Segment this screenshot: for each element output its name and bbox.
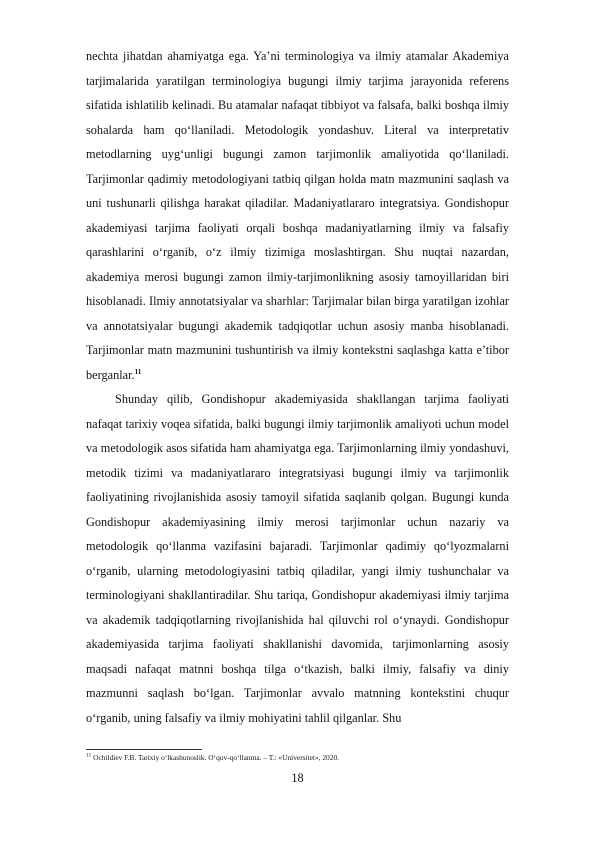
body-paragraph-2: Shunday qilib, Gondishopur akademiyasida shakllangan tarjima faoliyati nafaqat tarixiy voqea sifatida, balki bugungi ilmiy tarjimonlik amaliyoti uchun model va metodologik asos sifatida ham ahamiyatga ega. Tarjimonlarning ilmiy yondashuvi, metodik tizimi va madaniyatlararo integratsiyasi bugungi ilmiy va tarjimonlik faoliyatining rivojlanishida asosiy tamoyil sifatida saqlanib qolgan. Bugungi kunda Gondishopur akademiyasining ilmiy merosi tarjimonlar uchun nazariy va metodologik qo‘llanma vazifasini bajaradi. Tarjimonlar qadimiy qo‘lyozmalarni o‘rganib, ularning metodologiyasini tatbiq qiladilar, yangi ilmiy tushunchalar va terminologiyani shakllantiradilar. Shu tariqa, Gondishopur akademiyasi ilmiy tarjima va akademik tadqiqotlarning rivojlanishida hal qiluvchi rol o‘ynaydi. Gondishopur akademiyasida tarjima faoliyati shakllanishi davomida, tarjimonlarning asosiy maqsadi nafaqat matnni boshqa tilga o‘tkazish, balki ilmiy, falsafiy va diniy mazmunni saqlash bo‘lgan. Tarjimonlar avvalo matnning kontekstini chuqur o‘rganib, uning falsafiy va ilmiy mohiyatini tahlil qilganlar. Shu [86, 392, 509, 725]
paragraph-1-text: nechta jihatdan ahamiyatga ega. Ya’ni terminologiya va ilmiy atamalar Akademiya tarjimalarida yaratilgan terminologiya bugungi ilmiy tarjima jarayonida referens sifatida ishlatilib kelinadi. Bu atamalar nafaqat tibbiyot va falsafa, balki boshqa ilmiy sohalarda ham qo‘llaniladi. Metodologik yondashuv. Literal va interpretativ metodlarning uyg‘unligi bugungi zamon tarjimonlik amaliyotida qo‘llaniladi. Tarjimonlar qadimiy metodologiyani tatbiq qilgan holda matn mazmunini saqlash va uni tushunarli qilishga harakat qiladilar. Madaniyatlararo integratsiya. Gondishopur akademiyasi tarjima faoliyati orqali boshqa madaniyatlarning ilmiy va falsafiy qarashlarini o‘rganib, o‘z ilmiy tizimiga moslashtirgan. Shu nuqtai nazardan, akademiya merosi bugungi zamon ilmiy-tarjimonlikning asosiy tamoyillaridan biri hisoblanadi. Ilmiy annotatsiyalar va sharhlar: Tarjimalar bilan birga yaratilgan izohlar va annotatsiyalar bugungi akademik tadqiqotlar uchun asosiy manba hisoblanadi. Tarjimonlar matn mazmunini tushuntirish va ilmiy kontekstni saqlashga katta e’tibor berganlar. [86, 49, 509, 382]
footnote-reference[interactable]: 11 [134, 367, 142, 376]
page-number: 18 [291, 771, 304, 785]
footnote-separator [86, 749, 202, 750]
footnote-number: 11 [86, 752, 92, 759]
footnote-text: Ochildiev F.B. Tarixiy o‘lkashunoslik. O‘quv-qo‘llanma. – T.: «Universitet», 2020. [93, 753, 339, 762]
body-paragraph-1 [86, 44, 509, 387]
footnote [86, 753, 509, 763]
page-body [86, 44, 509, 730]
